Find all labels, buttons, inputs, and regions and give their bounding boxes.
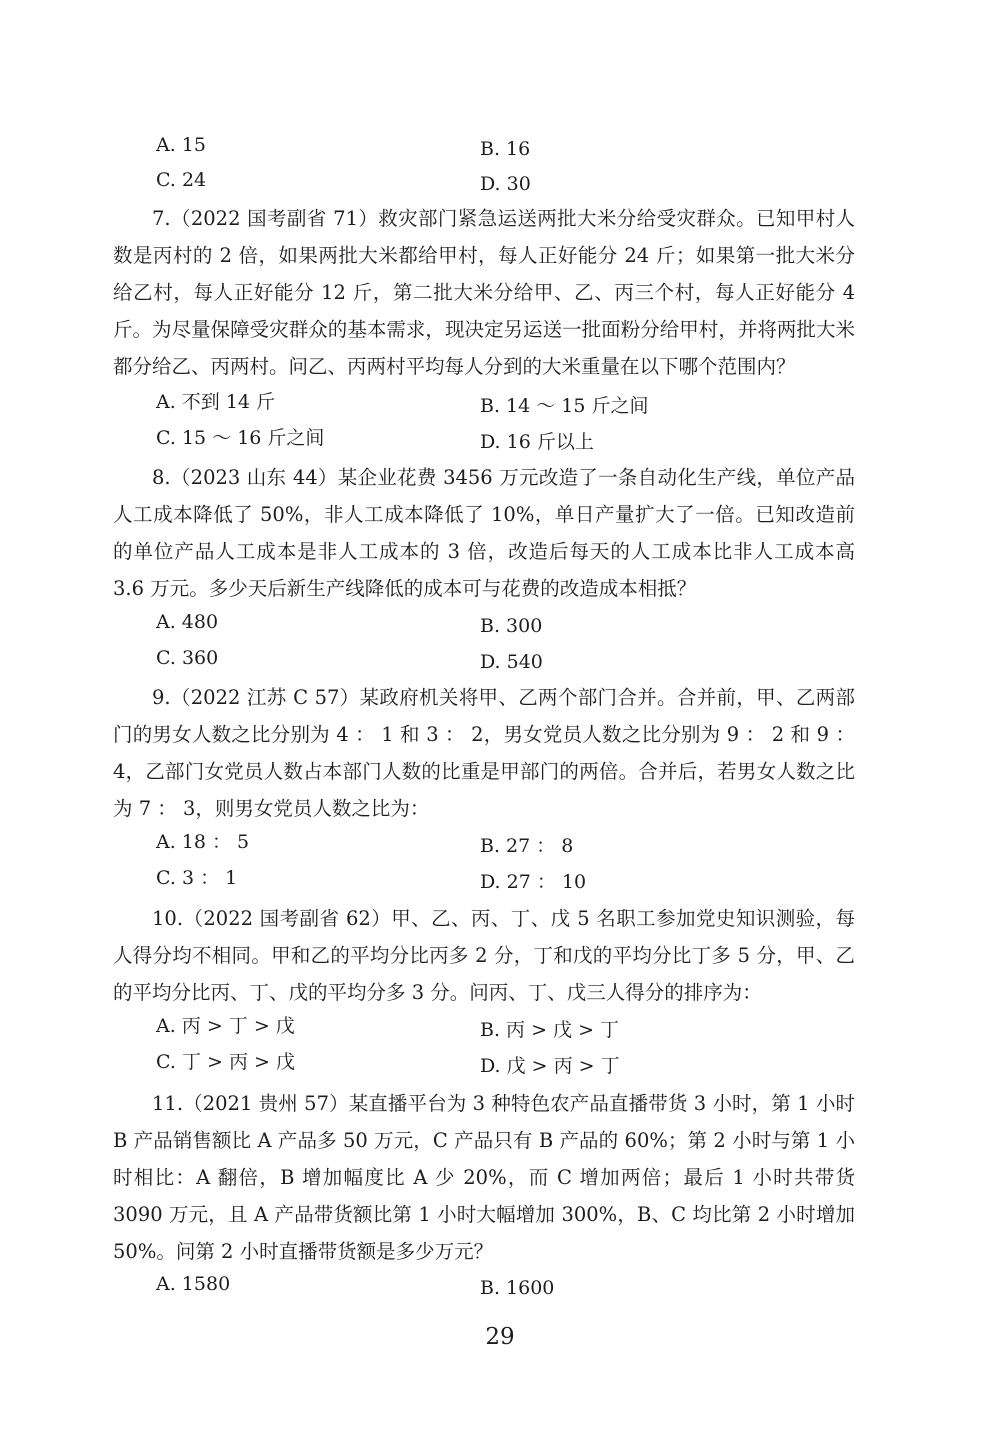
option-b: B. 14 ～ 15 斤之间: [480, 395, 649, 417]
option-a: A. 480: [156, 611, 219, 633]
option-a: A. 18 ： 5: [156, 831, 250, 853]
option-row: [148, 604, 868, 641]
option-d: D. 30: [480, 173, 531, 195]
question-9: 9.（2022 江苏 C 57）某政府机关将甲、乙两个部门合并。合并前，甲、乙两部门的男女人数之比分别为 4 ： 1 和 3 ： 2，男女党员人数之比分别为 9 ： 2 和 9 ： 4，乙部门女党员人数占本部门人数的比重是甲部门的两倍。合并后，若男女人数之比为 7 ： 3，则男女党员人数之比为：: [113, 686, 855, 820]
option-a: A. 15: [156, 134, 206, 156]
option-row: [148, 1008, 868, 1045]
option-row: [148, 384, 868, 421]
option-b: B. 27 ： 8: [480, 835, 574, 857]
option-d: D. 16 斤以上: [480, 431, 594, 453]
option-c: C. 15 ～ 16 斤之间: [156, 427, 325, 449]
question-10: 10.（2022 国考副省 62）甲、乙、丙、丁、戊 5 名职工参加党史知识测验，每人得分均不相同。甲和乙的平均分比丙多 2 分，丁和戊的平均分比丁多 5 分，甲、乙的平均分比丙、丁、戊的平均分多 3 分。问丙、丁、戊三人得分的排序为：: [113, 907, 855, 1004]
option-row: [148, 860, 868, 897]
option-c: C. 24: [156, 169, 207, 191]
option-row: [148, 640, 868, 677]
option-row: [148, 420, 868, 457]
option-row: [148, 1266, 868, 1303]
question-8: 8.（2023 山东 44）某企业花费 3456 万元改造了一条自动化生产线，单位产品人工成本降低了 50%，非人工成本降低了 10%，单日产量扩大了一倍。已知改造前的单位产品人工成本是非人工成本的 3 倍，改造后每天的人工成本比非人工成本高 3.6 万元。多少天后新生产线降低的成本可与花费的改造成本相抵？: [113, 466, 855, 600]
page-number: 29: [485, 1324, 515, 1350]
question-7: 7.（2022 国考副省 71）救灾部门紧急运送两批大米分给受灾群众。已知甲村人数是丙村的 2 倍，如果两批大米都给甲村，每人正好能分 24 斤；如果第一批大米分给乙村，每人正好能分 12 斤，第二批大米分给甲、乙、丙三个村，每人正好能分 4 斤。为尽量保障受灾群众的基本需求，现决定另运送一批面粉分给甲村，并将两批大米都分给乙、丙两村。问乙、丙两村平均每人分到的大米重量在以下哪个范围内？: [113, 207, 855, 378]
option-a: A. 不到 14 斤: [156, 391, 276, 413]
option-d: D. 540: [480, 651, 543, 673]
option-b: B. 300: [480, 615, 543, 637]
option-b: B. 16: [480, 138, 531, 160]
option-b: B. 丙 > 戊 > 丁: [480, 1019, 620, 1041]
question-11: 11.（2021 贵州 57）某直播平台为 3 种特色农产品直播带货 3 小时，第 1 小时 B 产品销售额比 A 产品多 50 万元，C 产品只有 B 产品的 60%；第 2 小时与第 1 小时相比：A 翻倍，B 增加幅度比 A 少 20%，而 C 增加两倍；最后 1 小时共带货 3090 万元，且 A 产品带货额比第 1 小时大幅增加 300%，B、C 均比第 2 小时增加 50%。问第 2 小时直播带货额是多少万元？: [113, 1092, 855, 1263]
option-c: C. 丁 > 丙 > 戊: [156, 1051, 295, 1073]
option-d: D. 戊 > 丙 > 丁: [480, 1055, 620, 1077]
option-row: [148, 824, 868, 861]
option-row: [148, 1044, 868, 1081]
option-a: A. 1580: [156, 1273, 231, 1295]
option-b: B. 1600: [480, 1277, 555, 1299]
option-row: [148, 127, 868, 164]
option-row: [148, 162, 868, 199]
option-c: C. 3 ： 1: [156, 867, 238, 889]
option-c: C. 360: [156, 647, 219, 669]
option-a: A. 丙 > 丁 > 戊: [156, 1015, 295, 1037]
option-d: D. 27 ： 10: [480, 871, 587, 893]
